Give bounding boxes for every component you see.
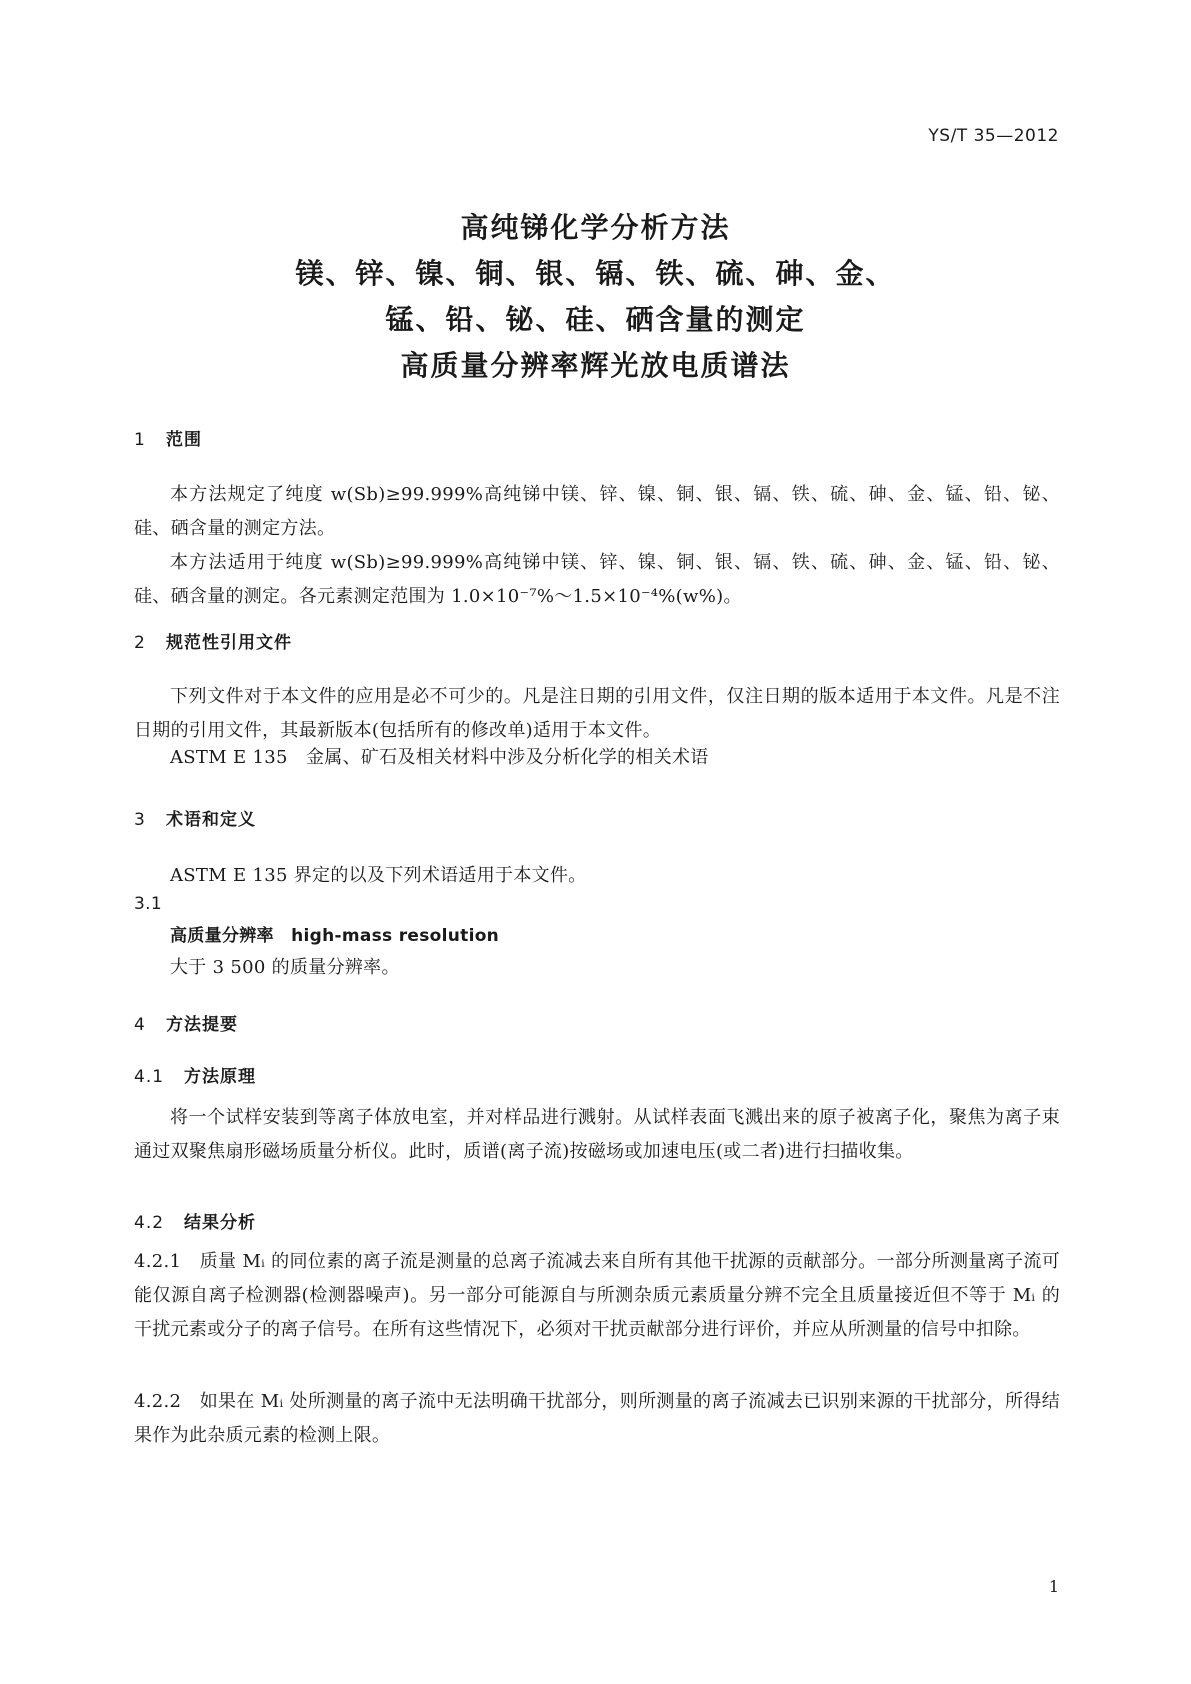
section-title: 术语和定义 — [166, 810, 256, 830]
section-title: 结果分析 — [184, 1213, 256, 1233]
section-title: 规范性引用文件 — [166, 633, 292, 653]
section-number: 4 — [134, 1015, 146, 1035]
section-number: 2 — [134, 633, 146, 653]
section-number: 1 — [134, 430, 146, 450]
section-number: 4.2 — [134, 1213, 165, 1233]
section-4-heading — [134, 1010, 238, 1035]
clause-4-2-2: 4.2.2 如果在 Mᵢ 处所测量的离子流中无法明确干扰部分，则所测量的离子流减去已识别来源的干扰部分，所得结果作为此杂质元素的检测上限。 — [134, 1391, 1060, 1446]
section-1-paragraph-2: 本方法适用于纯度 w(Sb)≥99.999%高纯锑中镁、锌、镍、铜、银、镉、铁、硫、砷、金、锰、铅、铋、硅、硒含量的测定。各元素测定范围为 1.0×10⁻⁷%～1.5×10⁻⁴%(w%)。 — [134, 552, 1060, 607]
section-title: 方法原理 — [184, 1067, 256, 1087]
section-title: 方法提要 — [166, 1015, 238, 1035]
title-line-2: 镁、锌、镍、铜、银、镉、铁、硫、砷、金、 — [295, 257, 896, 290]
section-1-paragraph-1: 本方法规定了纯度 w(Sb)≥99.999%高纯锑中镁、锌、镍、铜、银、镉、铁、硫、砷、金、锰、铅、铋、硅、硒含量的测定方法。 — [134, 484, 1060, 539]
section-number: 4.1 — [134, 1067, 165, 1087]
section-2-heading — [134, 628, 292, 653]
page-number: 1 — [1048, 1577, 1059, 1596]
section-3-heading — [134, 805, 256, 830]
section-4-1-heading — [134, 1062, 256, 1087]
section-number: 3 — [134, 810, 146, 830]
section-4-2-heading — [134, 1208, 256, 1233]
title-line-1: 高纯锑化学分析方法 — [460, 211, 731, 244]
section-2-reference: ASTM E 135 金属、矿石及相关材料中涉及分析化学的相关术语 — [170, 747, 709, 768]
section-3-1-number: 3.1 — [134, 894, 162, 914]
standard-code: YS/T 35—2012 — [928, 126, 1059, 146]
title-line-4: 高质量分辨率辉光放电质谱法 — [400, 349, 791, 382]
section-4-1-paragraph: 将一个试样安装到等离子体放电室，并对样品进行溅射。从试样表面飞溅出来的原子被离子化，聚焦为离子束通过双聚焦扇形磁场质量分析仪。此时，质谱(离子流)按磁场或加速电压(或二者)进行扫描收集。 — [134, 1107, 1060, 1162]
section-3-paragraph: ASTM E 135 界定的以及下列术语适用于本文件。 — [170, 865, 587, 886]
section-1-heading — [134, 425, 202, 450]
term-definition: 大于 3 500 的质量分辨率。 — [170, 957, 400, 978]
section-title: 范围 — [166, 430, 202, 450]
term-heading: 高质量分辨率 high-mass resolution — [170, 926, 500, 946]
section-2-paragraph: 下列文件对于本文件的应用是必不可少的。凡是注日期的引用文件，仅注日期的版本适用于本文件。凡是不注日期的引用文件，其最新版本(包括所有的修改单)适用于本文件。 — [134, 686, 1060, 741]
title-line-3: 锰、铅、铋、硅、硒含量的测定 — [385, 303, 806, 336]
clause-4-2-1: 4.2.1 质量 Mᵢ 的同位素的离子流是测量的总离子流减去来自所有其他干扰源的贡献部分。一部分所测量离子流可能仅源自离子检测器(检测器噪声)。另一部分可能源自与所测杂质元素质量分辨不完全且质量接近但不等于 Mᵢ 的干扰元素或分子的离子信号。在所有这些情况下，必须对干扰贡献部分进行评价，并应从所测量的信号中扣除。 — [134, 1251, 1060, 1340]
